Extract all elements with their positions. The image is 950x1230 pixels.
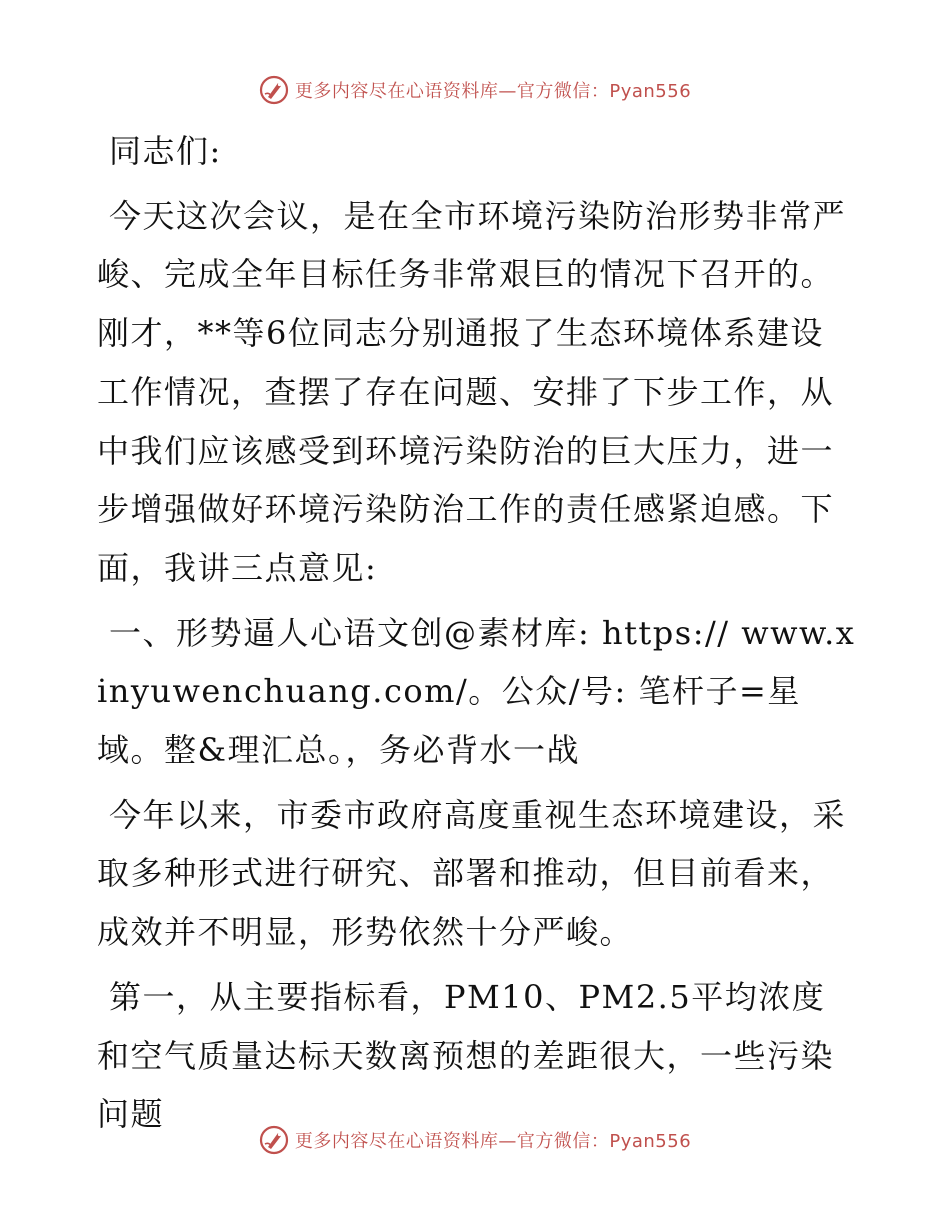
header-banner-text: 更多内容尽在心语资料库—官方微信：Pyan556: [294, 81, 692, 102]
paragraph-first-point: 第一，从主要指标看，PM10、PM2.5平均浓度和空气质量达标天数离预想的差距很大，一些污染问题: [97, 977, 835, 1134]
salutation: 同志们:: [109, 132, 222, 170]
section-heading-1: 一、形势逼人心语文创@素材库: https:// www.xinyuwenchuang.com/。公众/号: 笔杆子=星域。整&理汇总。，务必背水一战: [97, 613, 856, 770]
footer-banner-text: 更多内容尽在心语资料库—官方微信：Pyan556: [294, 1131, 692, 1152]
paragraph-situation: 今年以来，市委市政府高度重视生态环境建设，采取多种形式进行研究、部署和推动，但目前看来，成效并不明显，形势依然十分严峻。: [97, 795, 847, 952]
header-banner: [0, 70, 950, 110]
paragraph-intro: 今天这次会议，是在全市环境污染防治形势非常严峻、完成全年目标任务非常艰巨的情况下召开的。刚才，**等6位同志分别通报了生态环境体系建设工作情况，查摆了存在问题、安排了下步工作，从中我们应该感受到环境污染防治的巨大压力，进一步增强做好环境污染防治工作的责任感紧迫感。下面，我讲三点意见:: [97, 196, 847, 587]
footer-banner: [0, 1120, 950, 1160]
pen-nib-logo-icon: [259, 75, 289, 105]
document-body: [97, 122, 857, 1150]
pen-nib-logo-icon: [259, 1125, 289, 1155]
